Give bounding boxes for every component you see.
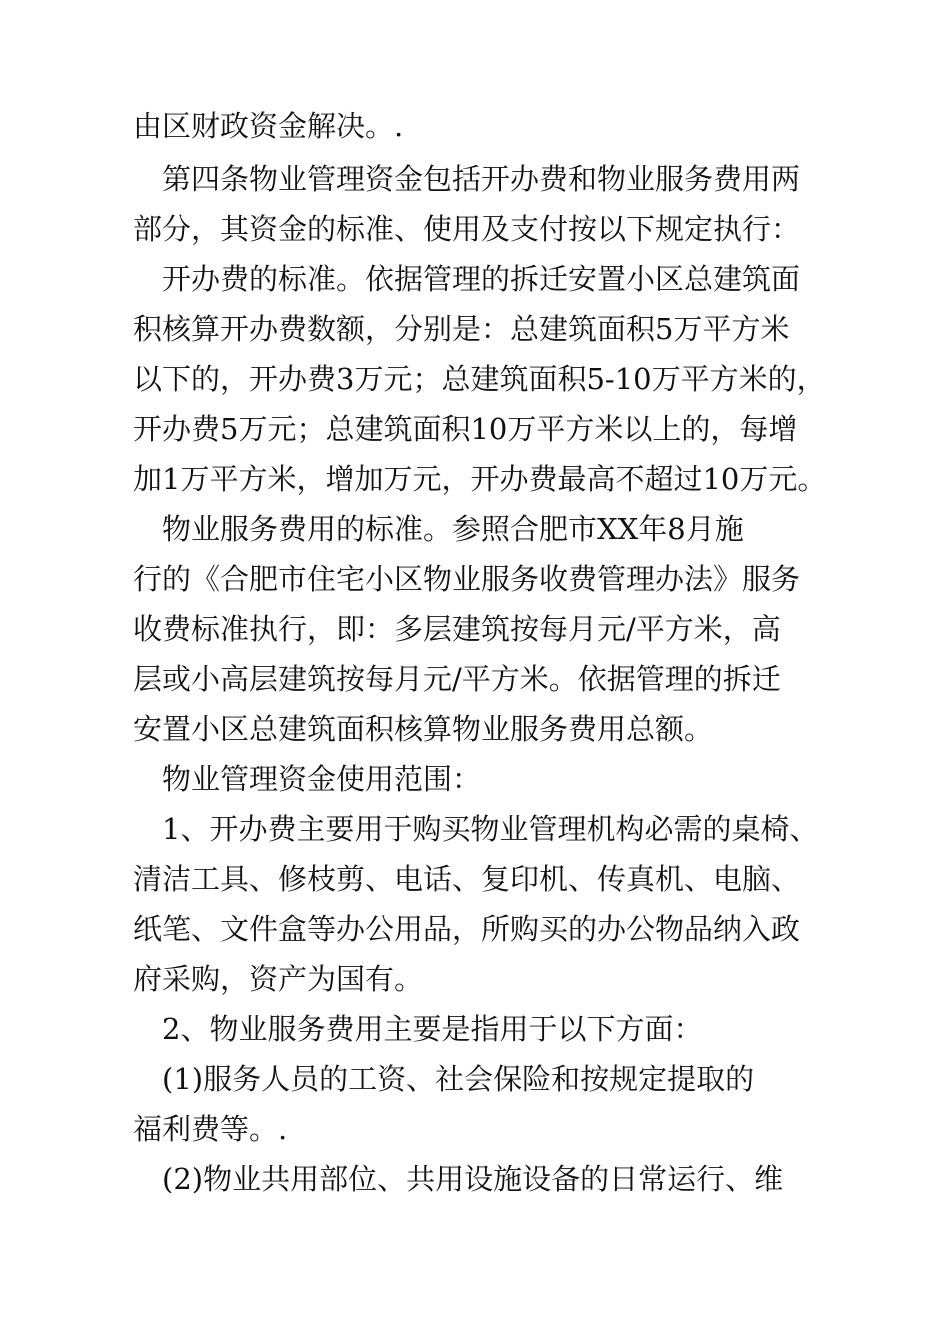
paragraph-line: 开办费的标准。依据管理的拆迁安置小区总建筑面 [162,262,801,296]
text-line: 收费标准执行，即：多层建筑按每月元/平方米，高 [133,612,781,646]
paragraph-line: 物业管理资金使用范围： [162,762,482,796]
text-line: 开办费5万元；总建筑面积10万平方米以上的，每增 [133,412,798,446]
text-line: 加1万平方米，增加万元，开办费最高不超过10万元。 [133,462,827,496]
text-line: 以下的，开办费3万元；总建筑面积5-10万平方米的， [133,362,826,396]
text-line: 府采购，资产为国有。 [133,962,424,996]
paragraph-line: 1、开办费主要用于购买物业管理机构必需的桌椅、 [162,812,819,846]
text-line: 由区财政资金解决。. [133,109,404,143]
paragraph-line: 2、物业服务费用主要是指用于以下方面： [162,1012,703,1046]
text-line: 层或小高层建筑按每月元/平方米。依据管理的拆迁 [133,662,781,696]
paragraph-line: 第四条物业管理资金包括开办费和物业服务费用两 [162,162,801,196]
text-line: 部分，其资金的标准、使用及支付按以下规定执行： [133,212,801,246]
paragraph-line: (2)物业共用部位、共用设施设备的日常运行、维 [162,1162,784,1196]
text-line: 安置小区总建筑面积核算物业服务费用总额。 [133,712,714,746]
text-line: 清洁工具、修枝剪、电话、复印机、传真机、电脑、 [133,862,801,896]
paragraph-line: 物业服务费用的标准。参照合肥市XX年8月施 [162,512,744,546]
paragraph-line: (1)服务人员的工资、社会保险和按规定提取的 [162,1062,755,1096]
text-line: 纸笔、文件盒等办公用品，所购买的办公物品纳入政 [133,912,801,946]
text-line: 积核算开办费数额，分别是：总建筑面积5万平方米 [133,312,790,346]
text-line: 福利费等。. [133,1112,288,1146]
text-line: 行的《合肥市住宅小区物业服务收费管理办法》服务 [133,562,801,596]
